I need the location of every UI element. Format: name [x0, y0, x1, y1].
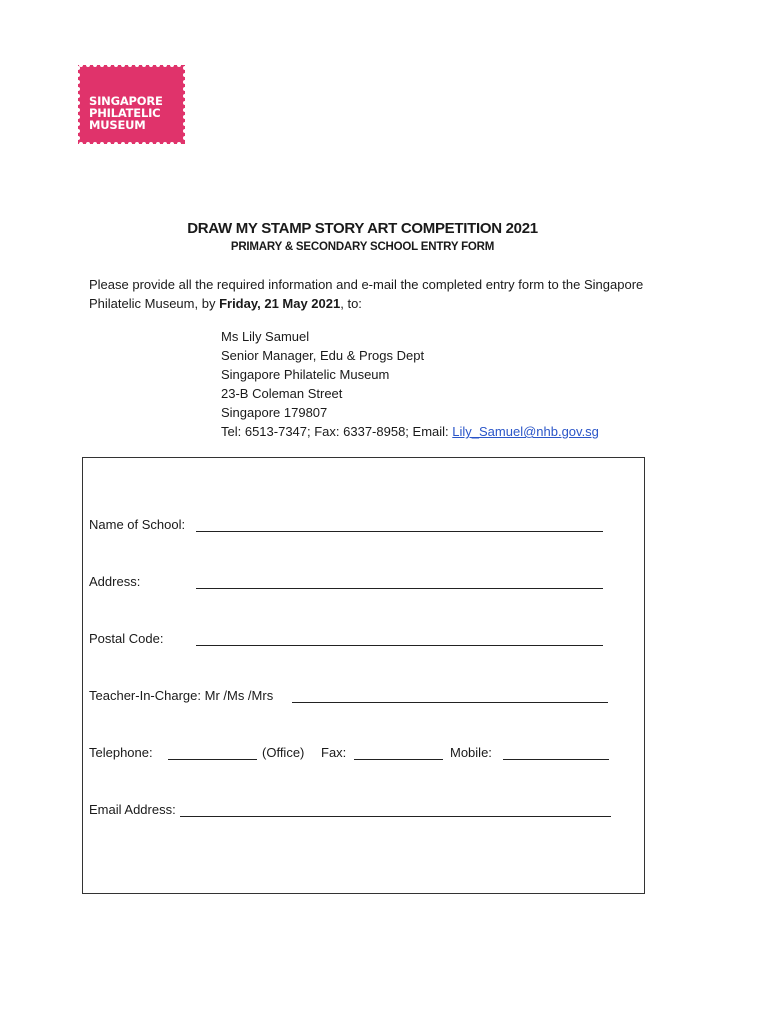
stamp-perforation — [183, 80, 187, 84]
stamp-perforation — [142, 63, 146, 67]
page-title: DRAW MY STAMP STORY ART COMPETITION 2021 — [187, 220, 538, 237]
stamp-perforation — [170, 142, 174, 146]
stamp-perforation — [121, 142, 125, 146]
school-name-label: Name of School: — [89, 517, 186, 532]
logo-text — [89, 95, 163, 131]
contact-organization: Singapore Philatelic Museum — [221, 367, 390, 382]
stamp-perforation — [76, 80, 80, 84]
stamp-perforation — [100, 142, 104, 146]
stamp-perforation — [170, 63, 174, 67]
museum-logo — [78, 65, 185, 144]
stamp-perforation — [183, 94, 187, 98]
email-label: Email Address: — [89, 802, 176, 817]
stamp-perforation — [163, 63, 167, 67]
stamp-perforation — [156, 142, 160, 146]
stamp-perforation — [135, 63, 139, 67]
stamp-perforation — [183, 108, 187, 112]
stamp-perforation — [183, 136, 187, 140]
stamp-perforation — [93, 142, 97, 146]
stamp-perforation — [183, 101, 187, 105]
contact-street: 23-B Coleman Street — [221, 386, 343, 401]
stamp-perforation — [183, 122, 187, 126]
mobile-field[interactable] — [503, 759, 609, 760]
stamp-perforation — [76, 129, 80, 133]
contact-phone-fax: Tel: 6513-7347; Fax: 6337-8958; Email: — [221, 424, 453, 439]
fax-field[interactable] — [354, 759, 443, 760]
stamp-perforation — [128, 142, 132, 146]
contact-city: Singapore 179807 — [221, 405, 328, 420]
stamp-perforation — [128, 63, 132, 67]
stamp-perforation — [76, 115, 80, 119]
stamp-perforation — [183, 66, 187, 70]
contact-address-block — [221, 327, 599, 441]
intro-text-before: Please provide all the required information and e-mail the completed entry form to the Singapore Philatelic Museum, by — [89, 277, 644, 311]
page-subtitle: PRIMARY & SECONDARY SCHOOL ENTRY FORM — [230, 241, 495, 253]
fax-label: Fax: — [321, 745, 347, 760]
stamp-perforation — [177, 142, 181, 146]
stamp-perforation — [149, 142, 153, 146]
stamp-perforation — [183, 73, 187, 77]
stamp-perforation — [107, 142, 111, 146]
stamp-perforation — [76, 101, 80, 105]
address-label: Address: — [89, 574, 141, 589]
stamp-perforation — [76, 87, 80, 91]
stamp-perforation — [86, 63, 90, 67]
intro-text-after: , to: — [340, 296, 362, 311]
email-field[interactable] — [180, 816, 611, 817]
stamp-perforation — [142, 142, 146, 146]
logo-line-2: PHILATELIC — [89, 106, 161, 120]
stamp-perforation — [156, 63, 160, 67]
logo-line-3: MUSEUM — [89, 118, 146, 132]
stamp-perforation — [79, 142, 83, 146]
stamp-perforation — [93, 63, 97, 67]
stamp-perforation — [135, 142, 139, 146]
contact-details — [221, 422, 599, 441]
stamp-perforation — [121, 63, 125, 67]
stamp-perforation — [163, 142, 167, 146]
stamp-perforation — [177, 63, 181, 67]
school-name-field[interactable] — [196, 531, 603, 532]
contact-role: Senior Manager, Edu & Progs Dept — [221, 348, 425, 363]
stamp-perforation — [76, 73, 80, 77]
stamp-perforation — [76, 122, 80, 126]
stamp-perforation — [76, 66, 80, 70]
stamp-perforation — [76, 108, 80, 112]
contact-email-link[interactable]: Lily_Samuel@nhb.gov.sg — [452, 424, 599, 439]
intro-paragraph — [89, 275, 649, 313]
teacher-label: Teacher-In-Charge: Mr /Ms /Mrs — [89, 688, 274, 703]
postal-code-field[interactable] — [196, 645, 603, 646]
stamp-perforation — [76, 94, 80, 98]
teacher-field[interactable] — [292, 702, 608, 703]
logo-line-1: SINGAPORE — [89, 94, 163, 108]
office-label: (Office) — [262, 745, 305, 760]
stamp-perforation — [183, 115, 187, 119]
telephone-field[interactable] — [168, 759, 257, 760]
stamp-perforation — [107, 63, 111, 67]
deadline: Friday, 21 May 2021 — [219, 296, 341, 311]
address-field[interactable] — [196, 588, 603, 589]
contact-name: Ms Lily Samuel — [221, 329, 310, 344]
mobile-label: Mobile: — [450, 745, 492, 760]
telephone-label: Telephone: — [89, 745, 153, 760]
stamp-perforation — [149, 63, 153, 67]
stamp-perforation — [114, 63, 118, 67]
stamp-perforation — [100, 63, 104, 67]
stamp-perforation — [183, 129, 187, 133]
postal-code-label: Postal Code: — [89, 631, 164, 646]
stamp-perforation — [86, 142, 90, 146]
stamp-perforation — [114, 142, 118, 146]
stamp-perforation — [76, 136, 80, 140]
stamp-perforation — [183, 87, 187, 91]
